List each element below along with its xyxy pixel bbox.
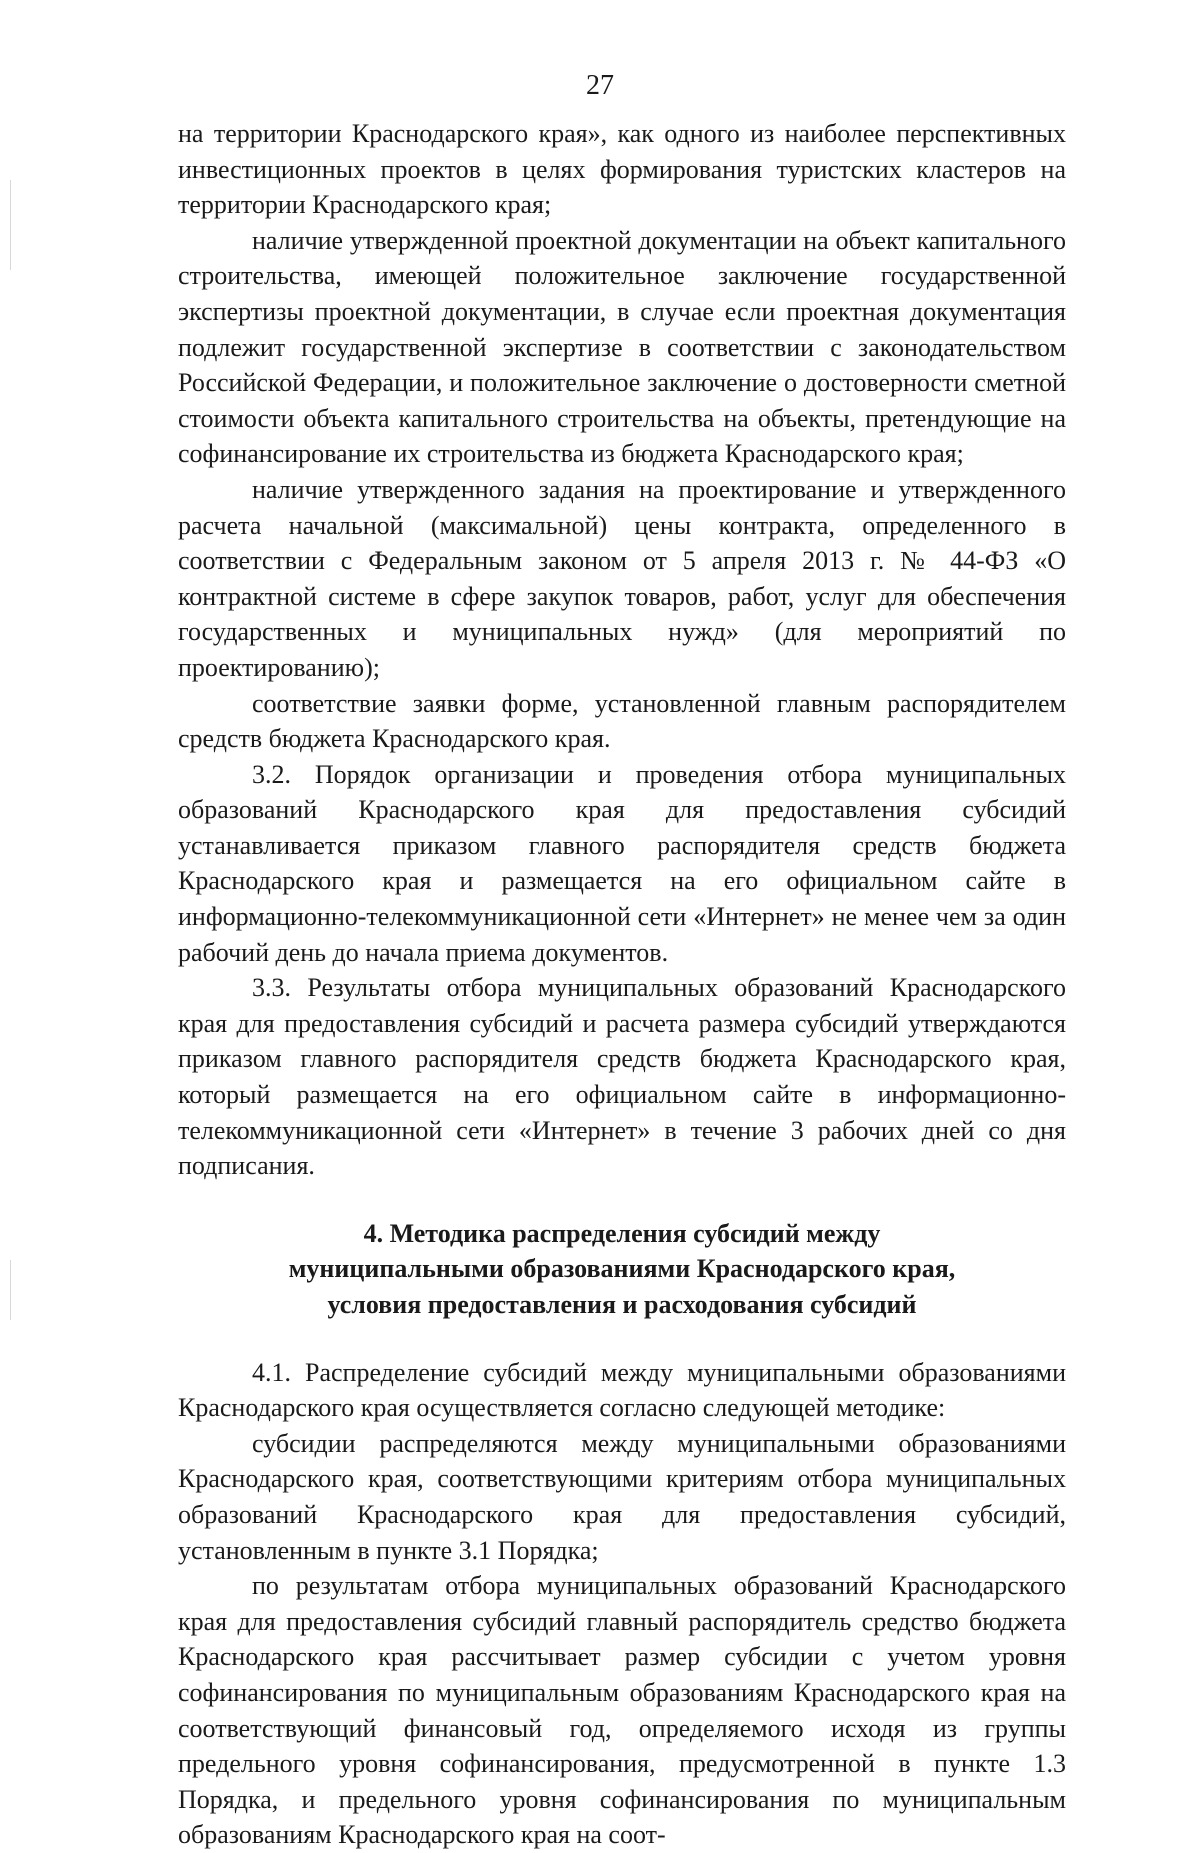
paragraph-subsidy-distribution: субсидии распределяются между муниципальными образованиями Краснодарского края, соответствующими критериям отбора муниципальных образований Краснодарского края для предоставления субсидий, установленным в пункте 3.1 Порядка; [178, 1428, 1066, 1565]
section-4-heading [178, 1216, 1066, 1323]
paragraph-3-2: 3.2. Порядок организации и проведения отбора муниципальных образований Краснодарского края для предоставления субсидий устанавливается приказом главного распорядителя средств бюджета Краснодарского края и размещается на его официальном сайте в информационно-телекоммуникационной сети «Интернет» не менее чем за один рабочий день до начала приема документов. [178, 759, 1066, 967]
page-number: 27 [586, 70, 614, 101]
paragraph-design-assignment: наличие утвержденного задания на проектирование и утвержденного расчета начальной (максимальной) цены контракта, определенного в соответствии с Федеральным законом от 5 апреля 2013 г. № 44-ФЗ «О контрактной системе в сфере закупок товаров, работ, услуг для обеспечения государственных и муниципальных нужд» (для мероприятий по проектированию); [178, 474, 1066, 682]
section-heading-line: муниципальными образованиями Краснодарского края, [288, 1254, 956, 1284]
paragraph-subsidy-calculation: по результатам отбора муниципальных образований Краснодарского края для предоставления субсидий главный распорядитель средство бюджета Краснодарского края рассчитывает размер субсидии с учетом уровня софинансирования по муниципальным образованиям Краснодарского края на соответствующий финансовый год, определяемого исходя из группы предельного уровня софинансирования, предусмотренной в пункте 1.3 Порядка, и предельного уровня софинансирования по муниципальным образованиям Краснодарского края на соот- [178, 1571, 1066, 1850]
paragraph-continuation: на территории Краснодарского края», как одного из наиболее перспективных инвестиционных проектов в целях формирования туристских кластеров на территории Краснодарского края; [178, 119, 1066, 220]
paragraph-application-form: соответствие заявки форме, установленной главным распорядителем средств бюджета Краснодарского края. [178, 688, 1066, 754]
scan-edge-mark [10, 1260, 11, 1320]
paragraph-project-documentation: наличие утвержденной проектной документации на объект капитального строительства, имеющей положительное заключение государственной экспертизы проектной документации, в случае если проектная документация подлежит государственной экспертизе в соответствии с законодательством Российской Федерации, и положительное заключение о достоверности сметной стоимости объекта капитального строительства на объекты, претендующие на софинансирование их строительства из бюджета Краснодарского края; [178, 225, 1066, 469]
paragraph-3-3: 3.3. Результаты отбора муниципальных образований Краснодарского края для предоставления субсидий и расчета размера субсидий утверждаются приказом главного распорядителя средств бюджета Краснодарского края, который размещается на его официальном сайте в информационно-телекоммуникационной сети «Интернет» в течение 3 рабочих дней со дня подписания. [178, 973, 1066, 1181]
document-body [178, 116, 1066, 1853]
section-heading-line: условия предоставления и расходования субсидий [327, 1290, 917, 1319]
scan-edge-mark [10, 180, 11, 270]
section-heading-line: 4. Методика распределения субсидий между [363, 1218, 881, 1248]
paragraph-4-1: 4.1. Распределение субсидий между муниципальными образованиями Краснодарского края осуществляется согласно следующей методике: [178, 1357, 1066, 1423]
